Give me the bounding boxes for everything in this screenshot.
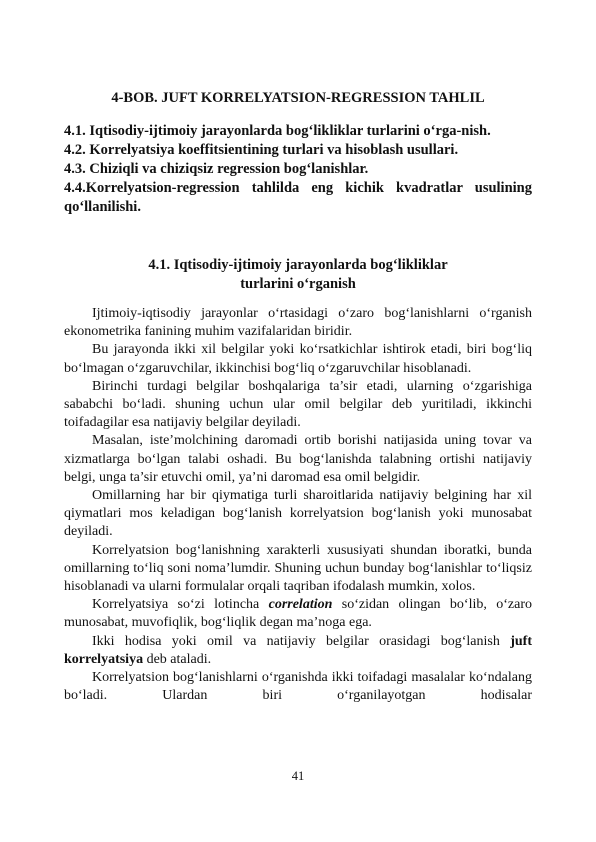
body-text [64, 305, 532, 705]
paragraph: Ijtimoiy-iqtisodiy jarayonlar o‘rtasidagi o‘zaro bog‘lanishlarni o‘rganish ekonometrika fanining muhim vazifalaridan biridir. [64, 306, 532, 340]
chapter-title: 4-BOB. JUFT KORRELYATSION-REGRESSION TAHLIL [111, 90, 485, 106]
toc-item-4-3: 4.3. Chiziqli va chiziqsiz regression bog‘lanishlar. [64, 161, 369, 177]
paragraph: Masalan, iste’molchining daromadi ortib borishi natijasida uning tovar va xizmatlarga bo‘lgan talabi oshadi. Bu bog‘lanishda talabning ortishi natijaviy belgi, unga ta’sir etuvchi omil, ya’ni daromad esa omil belgidir. [64, 433, 532, 485]
paragraph: Birinchi turdagi belgilar boshqalariga ta’sir etadi, ularning o‘zgarishiga sababchi bo‘ladi. shuning uchun ular omil belgilar deb yuritiladi, ikkinchi toifadagilar esa natijaviy belgilar deyiladi. [64, 378, 532, 431]
section-title-line-1: 4.1. Iqtisodiy-ijtimoiy jarayonlarda bog‘likliklar [148, 257, 448, 273]
paragraph: Korrelyatsion bog‘lanishlarni o‘rganishda ikki toifadagi masalalar ko‘ndalang bo‘ladi. Ulardan biri o‘rganilayotgan hodisalar [64, 670, 532, 704]
toc-item-4-2: 4.2. Korrelyatsiya koeffitsientining turlari va hisoblash usullari. [64, 142, 459, 158]
paragraph: Omillarning har bir qiymatiga turli sharoitlarida natijaviy belgining har xil qiymatlari mos keladigan bog‘lanish korrelyatsion bog‘lanish yoki munosabat deyiladi. [64, 488, 532, 540]
paragraph-text: Ikki hodisa yoki omil va natijaviy belgilar orasidagi bog‘lanish [92, 633, 511, 649]
paragraph-text: so‘zidan olingan bo‘lib, o‘zaro munosabat, muvofiqlik, bog‘liqlik degan ma’noga ega. [64, 597, 532, 631]
emphasized-term-juft-korrelyatsiya: juft korrelyatsiya [64, 633, 532, 667]
page-number: 41 [291, 769, 305, 783]
paragraph [64, 596, 532, 632]
section-title [64, 256, 532, 294]
chapter-contents [64, 122, 532, 217]
paragraph: Bu jarayonda ikki xil belgilar yoki ko‘rsatkichlar ishtirok etadi, biri bog‘liq bo‘lmagan o‘zgaruvchilar, ikkinchisi bog‘liq o‘zgaruvchilar hisoblanadi. [64, 342, 532, 376]
paragraph-text: Korrelyatsiya so‘zi lotincha [92, 597, 269, 613]
emphasized-term-correlation: correlation [268, 597, 333, 613]
paragraph [64, 633, 532, 669]
toc-item-4-4: 4.4.Korrelyatsion-regression tahlilda eng kichik kvadratlar usulining qo‘llanilishi. [64, 180, 532, 215]
section-title-line-2: turlarini o‘rganish [240, 276, 356, 292]
paragraph: Korrelyatsion bog‘lanishning xarakterli xususiyati shundan iboratki, bunda omillarning to‘liq soni noma’lumdir. Shuning uchun bunday bog‘lanishlar to‘liqsiz hisoblanadi va ularni formulalar orqali taqriban ifodalash mumkin, xolos. [64, 542, 532, 595]
toc-item-4-1: 4.1. Iqtisodiy-ijtimoiy jarayonlarda bog‘likliklar turlarini o‘rga-nish. [64, 123, 491, 139]
paragraph-text: deb ataladi. [143, 651, 212, 667]
